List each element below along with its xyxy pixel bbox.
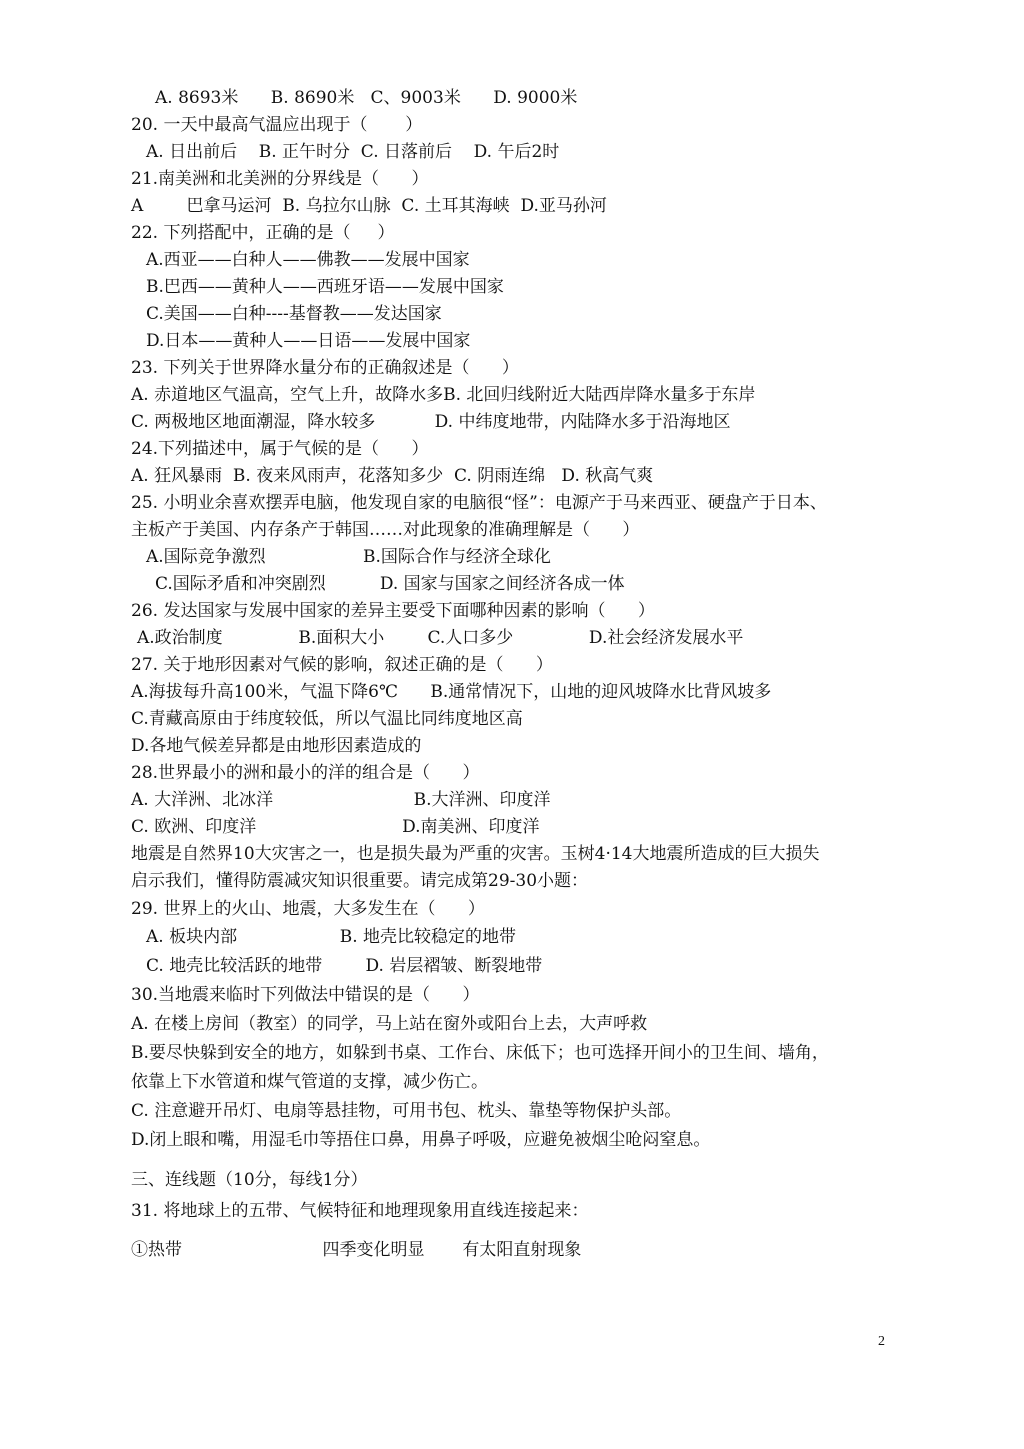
q30-option-c: C. 注意避开吊灯、电扇等悬挂物，可用书包、枕头、靠垫等物保护头部。 [131, 1101, 682, 1121]
q30-option-d: D.闭上眼和嘴，用湿毛巾等捂住口鼻，用鼻子呼吸，应避免被烟尘呛闷窒息。 [131, 1130, 711, 1150]
q25-stem-cont: 主板产于美国、内存条产于韩国……对此现象的准确理解是（ ） [131, 520, 640, 540]
q25-options-cd: C.国际矛盾和冲突剧烈 D. 国家与国家之间经济各成一体 [155, 574, 625, 594]
intro-paragraph: 地震是自然界10大灾害之一，也是损失最为严重的灾害。玉树4·14大地震所造成的巨大损失 [131, 844, 820, 864]
q29-options-cd: C. 地壳比较活跃的地带 D. 岩层褶皱、断裂地带 [146, 956, 543, 976]
section-three-heading: 三、连线题（10分，每线1分） [131, 1170, 368, 1190]
q20-stem: 20. 一天中最高气温应出现于（ ） [131, 115, 423, 135]
q22-option-b: B.巴西——黄种人——西班牙语——发展中国家 [146, 277, 504, 297]
q29-stem: 29. 世界上的火山、地震，大多发生在（ ） [131, 899, 485, 919]
q27-stem: 27. 关于地形因素对气候的影响，叙述正确的是（ ） [131, 655, 553, 675]
q24-stem: 24.下列描述中，属于气候的是（ ） [131, 439, 429, 459]
q31-matching-row: ①热带 四季变化明显 有太阳直射现象 [131, 1240, 582, 1260]
q25-stem: 25. 小明业余喜欢摆弄电脑，他发现自家的电脑很“怪”：电源产于马来西亚、硬盘产于日本、 [131, 493, 827, 513]
q28-options-cd: C. 欧洲、印度洋 D.南美洲、印度洋 [131, 817, 540, 837]
q27-option-c: C.青藏高原由于纬度较低，所以气温比同纬度地区高 [131, 709, 523, 729]
q28-options-ab: A. 大洋洲、北冰洋 B.大洋洲、印度洋 [131, 790, 551, 810]
q20-options: A. 日出前后 B. 正午时分 C. 日落前后 D. 午后2时 [146, 142, 560, 162]
q22-option-a: A.西亚——白种人——佛教——发展中国家 [146, 250, 470, 270]
q30-option-b-cont: 依靠上下水管道和煤气管道的支撑，减少伤亡。 [131, 1072, 488, 1092]
q22-option-d: D.日本——黄种人——日语——发展中国家 [146, 331, 471, 351]
q22-option-c: C.美国——白种----基督教——发达国家 [146, 304, 442, 324]
q21-stem: 21.南美洲和北美洲的分界线是（ ） [131, 169, 429, 189]
q23-stem: 23. 下列关于世界降水量分布的正确叙述是（ ） [131, 358, 519, 378]
q23-options-ab: A. 赤道地区气温高，空气上升，故降水多B. 北回归线附近大陆西岸降水量多于东岸 [131, 385, 756, 405]
q26-options: A.政治制度 B.面积大小 C.人口多少 D.社会经济发展水平 [137, 628, 744, 648]
q21-options: A 巴拿马运河 B. 乌拉尔山脉 C. 土耳其海峡 D.亚马孙河 [131, 196, 607, 216]
q22-stem: 22. 下列搭配中，正确的是（ ） [131, 223, 395, 243]
q23-options-cd: C. 两极地区地面潮湿，降水较多 D. 中纬度地带，内陆降水多于沿海地区 [131, 412, 731, 432]
q30-option-a: A. 在楼上房间（教室）的同学，马上站在窗外或阳台上去，大声呼救 [131, 1014, 648, 1034]
q24-options: A. 狂风暴雨 B. 夜来风雨声，花落知多少 C. 阴雨连绵 D. 秋高气爽 [131, 466, 654, 486]
q25-options-ab: A.国际竞争激烈 B.国际合作与经济全球化 [146, 547, 551, 567]
q19-options: A. 8693米 B. 8690米 C、9003米 D. 9000米 [155, 88, 578, 108]
q26-stem: 26. 发达国家与发展中国家的差异主要受下面哪种因素的影响（ ） [131, 601, 655, 621]
q30-option-b: B.要尽快躲到安全的地方，如躲到书桌、工作台、床低下；也可选择开间小的卫生间、墙角， [131, 1043, 829, 1063]
intro-paragraph-cont: 启示我们，懂得防震减灾知识很重要。请完成第29-30小题： [131, 871, 589, 891]
q28-stem: 28.世界最小的洲和最小的洋的组合是（ ） [131, 763, 480, 783]
q27-option-d: D.各地气候差异都是由地形因素造成的 [131, 736, 422, 756]
q27-options-ab: A.海拔每升高100米，气温下降6℃ B.通常情况下，山地的迎风坡降水比背风坡多 [131, 682, 772, 702]
page-number: 2 [878, 1334, 885, 1349]
q31-stem: 31. 将地球上的五带、气候特征和地理现象用直线连接起来： [131, 1201, 589, 1221]
q29-options-ab: A. 板块内部 B. 地壳比较稳定的地带 [146, 927, 517, 947]
q30-stem: 30.当地震来临时下列做法中错误的是（ ） [131, 985, 480, 1005]
